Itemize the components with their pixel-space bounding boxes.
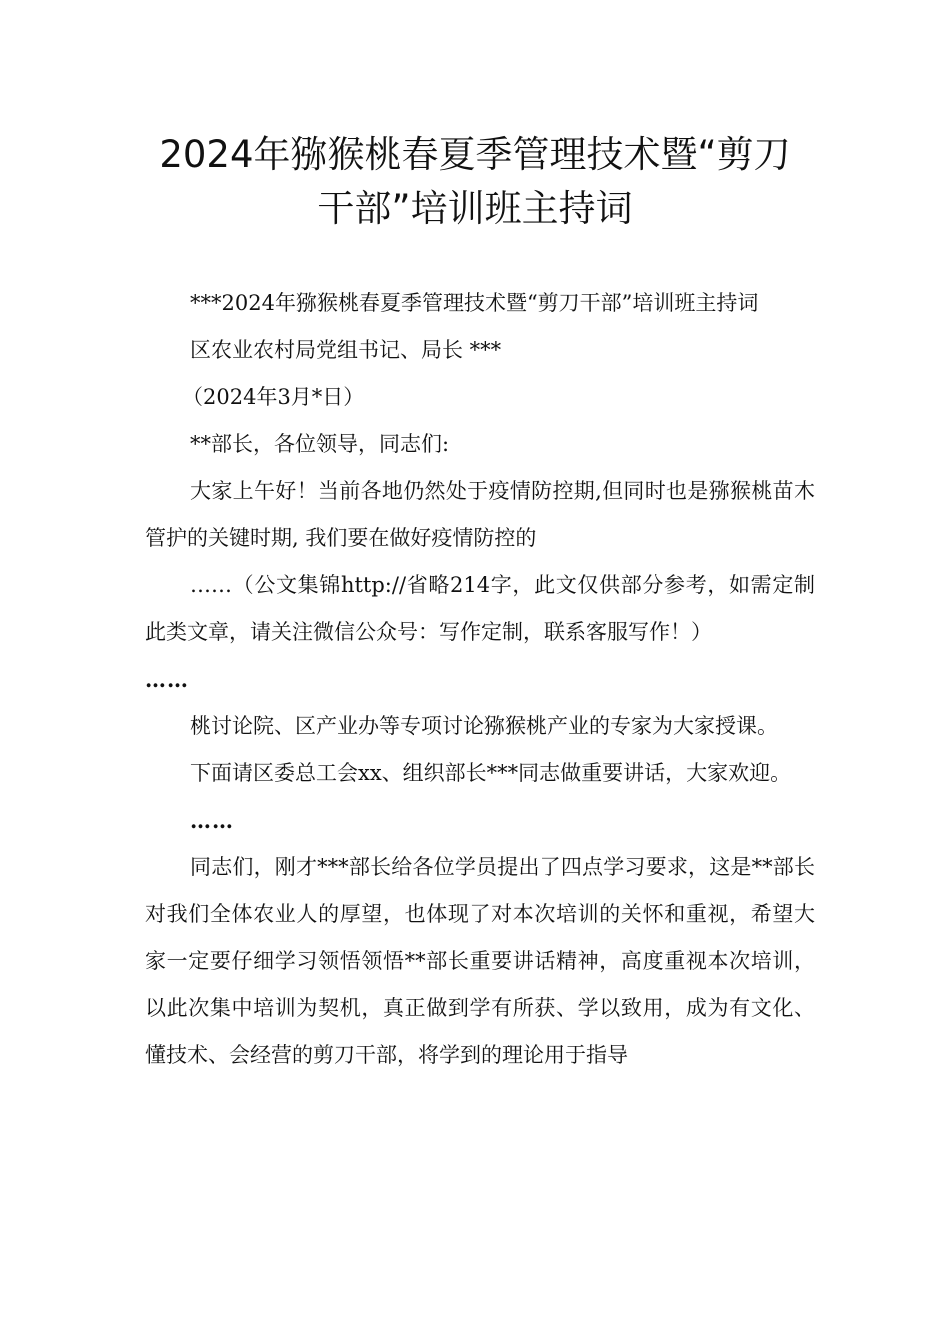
- paragraph-lecturers: 桃讨论院、区产业办等专项讨论猕猴桃产业的专家为大家授课。: [190, 714, 778, 738]
- paragraph-invite-speech: 下面请区委总工会xx、组织部长***同志做重要讲话，大家欢迎。: [190, 761, 792, 785]
- title-line-2: 干部”培训班主持词: [317, 187, 633, 230]
- paragraph-speaker: 区农业农村局党组书记、局长 ***: [190, 338, 502, 362]
- paragraph-closing: 同志们，刚才***部长给各位学员提出了四点学习要求，这是**部长对我们全体农业人的厚望，也体现了对本次培训的关怀和重视，希望大家一定要仔细学习领悟领悟**部长重要讲话精神，高度重视本次培训，以此次集中培训为契机，真正做到学有所获、学以致用，成为有文化、懂技术、会经营的剪刀干部，将学到的理论用于指导: [145, 855, 815, 1067]
- paragraph-salutation: **部长，各位领导，同志们:: [190, 432, 450, 456]
- document-title: [120, 128, 830, 236]
- paragraph-heading: ***2024年猕猴桃春夏季管理技术暨“剪刀干部”培训班主持词: [190, 291, 759, 315]
- ellipsis-indented: ……: [190, 808, 234, 833]
- ellipsis-line: ……: [145, 667, 189, 692]
- paragraph-omission-note: ……（公文集锦http://省略214字，此文仅供部分参考，如需定制此类文章，请关注微信公众号：写作定制，联系客服写作！）: [145, 573, 815, 644]
- paragraph-date: （2024年3月*日）: [182, 385, 365, 409]
- title-line-1: 2024年猕猴桃春夏季管理技术暨“剪刀: [159, 133, 791, 176]
- paragraph-greeting: 大家上午好！当前各地仍然处于疫情防控期,但同时也是猕猴桃苗木管护的关键时期, 我们要在做好疫情防控的: [145, 479, 815, 550]
- document-body: [145, 280, 815, 1079]
